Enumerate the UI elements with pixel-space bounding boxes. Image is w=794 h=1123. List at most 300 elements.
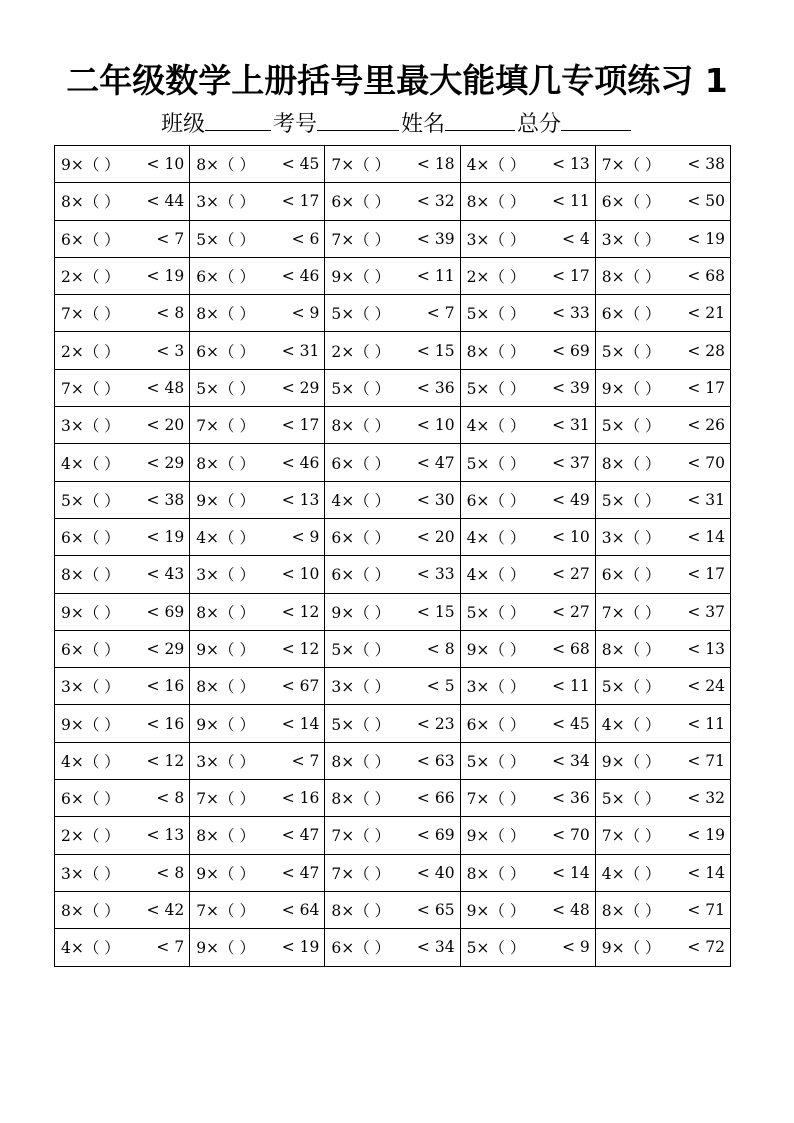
exercise-item[interactable]	[331, 787, 459, 809]
multiplication-blank: 8×（ ）	[466, 193, 526, 212]
multiplication-blank: 3×（ ）	[196, 752, 255, 771]
exercise-cell	[55, 518, 190, 555]
exercise-item[interactable]	[331, 340, 459, 362]
less-than-limit: < 32	[687, 789, 725, 808]
multiplication-blank: 6×（ ）	[466, 491, 526, 510]
exercise-item[interactable]	[196, 675, 324, 697]
exercise-item[interactable]	[602, 824, 730, 846]
less-than-limit: < 71	[687, 751, 725, 770]
multiplication-blank: 3×（ ）	[61, 417, 120, 436]
less-than-limit: < 45	[281, 155, 320, 174]
exercise-item[interactable]	[602, 265, 730, 287]
less-than-limit: < 31	[281, 341, 320, 360]
exercise-cell	[325, 705, 460, 742]
less-than-limit: < 72	[687, 938, 725, 957]
exercise-cell	[55, 295, 190, 332]
exercise-cell	[190, 407, 325, 444]
multiplication-blank: 4×（ ）	[466, 566, 526, 585]
multiplication-blank: 8×（ ）	[61, 566, 120, 585]
multiplication-blank: 5×（ ）	[601, 491, 661, 510]
class-blank[interactable]	[205, 108, 271, 131]
exercise-item[interactable]	[331, 899, 459, 921]
multiplication-blank: 7×（ ）	[61, 305, 120, 324]
exercise-item[interactable]	[467, 526, 595, 548]
multiplication-blank: 8×（ ）	[61, 902, 120, 921]
exercise-row	[55, 332, 731, 369]
exercise-item[interactable]	[61, 526, 189, 548]
less-than-limit: < 19	[687, 826, 725, 845]
exercise-item[interactable]	[61, 936, 189, 958]
multiplication-blank: 3×（ ）	[61, 678, 120, 697]
exercise-cell	[55, 146, 190, 183]
less-than-limit: < 20	[416, 528, 455, 547]
less-than-limit: < 45	[552, 714, 590, 733]
exercise-cell	[595, 854, 730, 891]
exercise-row	[55, 742, 731, 779]
less-than-limit: < 46	[281, 267, 320, 286]
exercise-cell	[55, 369, 190, 406]
exercise-cell	[460, 481, 595, 518]
exercise-row	[55, 481, 731, 518]
exercise-item[interactable]	[602, 638, 730, 660]
exercise-item[interactable]	[467, 750, 595, 772]
exercise-item[interactable]	[61, 190, 189, 212]
exercise-cell	[325, 407, 460, 444]
exercise-item[interactable]	[331, 563, 459, 585]
multiplication-blank: 6×（ ）	[601, 566, 661, 585]
exercise-item[interactable]	[331, 936, 459, 958]
multiplication-blank: 8×（ ）	[601, 268, 661, 287]
exercise-row	[55, 780, 731, 817]
multiplication-blank: 5×（ ）	[601, 342, 661, 361]
less-than-limit: < 40	[416, 863, 455, 882]
exercise-item[interactable]	[196, 302, 324, 324]
exercise-cell	[595, 705, 730, 742]
exercise-item[interactable]	[602, 713, 730, 735]
exercise-item[interactable]	[467, 675, 595, 697]
less-than-limit: < 19	[146, 267, 185, 286]
exercise-item[interactable]	[61, 265, 189, 287]
multiplication-blank: 5×（ ）	[466, 752, 526, 771]
exercise-item[interactable]	[467, 265, 595, 287]
multiplication-blank: 7×（ ）	[331, 156, 391, 175]
exercise-item[interactable]	[467, 489, 595, 511]
less-than-limit: < 26	[687, 416, 725, 435]
multiplication-blank: 8×（ ）	[61, 193, 120, 212]
exercise-cell	[190, 444, 325, 481]
exercise-cell	[325, 854, 460, 891]
exercise-item[interactable]	[196, 862, 324, 884]
exercise-item[interactable]	[602, 899, 730, 921]
exercise-item[interactable]	[196, 153, 324, 175]
exercise-item[interactable]	[196, 899, 324, 921]
exercise-cell	[595, 332, 730, 369]
less-than-limit: < 69	[146, 602, 185, 621]
exercise-item[interactable]	[331, 526, 459, 548]
name-blank[interactable]	[445, 108, 515, 131]
multiplication-blank: 2×（ ）	[331, 342, 391, 361]
multiplication-blank: 4×（ ）	[601, 715, 661, 734]
exercise-row	[55, 854, 731, 891]
multiplication-blank: 6×（ ）	[196, 342, 255, 361]
exercise-cell	[55, 817, 190, 854]
multiplication-blank: 8×（ ）	[331, 752, 391, 771]
exercise-cell	[460, 220, 595, 257]
exercise-cell	[190, 854, 325, 891]
exercise-cell	[595, 369, 730, 406]
multiplication-blank: 8×（ ）	[196, 156, 255, 175]
less-than-limit: < 13	[281, 490, 320, 509]
exercise-item[interactable]	[61, 452, 189, 474]
exercise-item[interactable]	[602, 377, 730, 399]
multiplication-blank: 5×（ ）	[466, 454, 526, 473]
exercise-item[interactable]	[602, 489, 730, 511]
exercise-item[interactable]	[196, 190, 324, 212]
exercise-cell	[325, 742, 460, 779]
multiplication-blank: 7×（ ）	[466, 790, 526, 809]
less-than-limit: < 38	[146, 490, 185, 509]
exercise-item[interactable]	[331, 601, 459, 623]
total-score-blank[interactable]	[561, 108, 631, 131]
exercise-item[interactable]	[467, 787, 595, 809]
less-than-limit: < 47	[281, 863, 320, 882]
exercise-cell	[460, 183, 595, 220]
less-than-limit: < 13	[552, 155, 590, 174]
multiplication-blank: 5×（ ）	[331, 305, 391, 324]
exercise-row	[55, 929, 731, 966]
exercise-item[interactable]	[331, 452, 459, 474]
multiplication-blank: 8×（ ）	[466, 342, 526, 361]
exercise-item[interactable]	[61, 824, 189, 846]
multiplication-blank: 3×（ ）	[601, 230, 661, 249]
exercise-row	[55, 518, 731, 555]
exercise-item[interactable]	[196, 489, 324, 511]
less-than-limit: < 48	[146, 378, 185, 397]
exercise-cell	[325, 369, 460, 406]
exercise-item[interactable]	[331, 862, 459, 884]
exercise-item[interactable]	[196, 228, 324, 250]
less-than-limit: < 32	[416, 192, 455, 211]
exercise-item[interactable]	[196, 601, 324, 623]
less-than-limit: < 8	[426, 640, 455, 658]
exercise-cell	[190, 742, 325, 779]
less-than-limit: < 19	[146, 528, 185, 547]
exercise-item[interactable]	[61, 675, 189, 697]
exercise-cell	[55, 444, 190, 481]
less-than-limit: < 15	[416, 602, 455, 621]
exercise-row	[55, 668, 731, 705]
multiplication-blank: 9×（ ）	[331, 603, 391, 622]
multiplication-blank: 6×（ ）	[466, 715, 526, 734]
exercise-item[interactable]	[467, 190, 595, 212]
exercise-grid-body	[55, 146, 731, 967]
exercise-cell	[55, 183, 190, 220]
exercise-cell	[190, 668, 325, 705]
exercise-cell	[55, 332, 190, 369]
multiplication-blank: 9×（ ）	[466, 827, 526, 846]
multiplication-blank: 4×（ ）	[466, 529, 526, 548]
exercise-item[interactable]	[331, 489, 459, 511]
less-than-limit: < 27	[552, 565, 590, 584]
multiplication-blank: 5×（ ）	[331, 715, 391, 734]
exercise-cell	[190, 891, 325, 928]
exercise-cell	[325, 817, 460, 854]
multiplication-blank: 8×（ ）	[331, 417, 391, 436]
exercise-cell	[460, 146, 595, 183]
less-than-limit: < 7	[156, 229, 185, 248]
exercise-row	[55, 630, 731, 667]
exercise-item[interactable]	[61, 228, 189, 250]
exercise-item[interactable]	[61, 601, 189, 623]
exercise-item[interactable]	[602, 862, 730, 884]
exercise-cell	[190, 556, 325, 593]
exercise-item[interactable]	[602, 153, 730, 175]
exercise-cell	[595, 891, 730, 928]
exercise-item[interactable]	[467, 899, 595, 921]
multiplication-blank: 8×（ ）	[196, 454, 255, 473]
exercise-item[interactable]	[467, 452, 595, 474]
exercise-item[interactable]	[602, 228, 730, 250]
exercise-item[interactable]	[602, 452, 730, 474]
exercise-item[interactable]	[467, 638, 595, 660]
less-than-limit: < 31	[552, 416, 590, 435]
exercise-item[interactable]	[602, 936, 730, 958]
multiplication-blank: 7×（ ）	[61, 379, 120, 398]
exercise-item[interactable]	[61, 750, 189, 772]
exercise-item[interactable]	[196, 340, 324, 362]
exercise-item[interactable]	[467, 862, 595, 884]
exercise-cell	[595, 257, 730, 294]
exercise-item[interactable]	[61, 713, 189, 735]
multiplication-blank: 9×（ ）	[196, 939, 255, 958]
exercise-item[interactable]	[61, 302, 189, 324]
exercise-item[interactable]	[196, 414, 324, 436]
exercise-cell	[595, 183, 730, 220]
exercise-item[interactable]	[196, 750, 324, 772]
exercise-item[interactable]	[467, 563, 595, 585]
exercise-item[interactable]	[467, 936, 595, 958]
multiplication-blank: 6×（ ）	[196, 268, 255, 287]
exercise-item[interactable]	[331, 824, 459, 846]
multiplication-blank: 6×（ ）	[331, 566, 391, 585]
multiplication-blank: 5×（ ）	[466, 305, 526, 324]
exercise-item[interactable]	[61, 563, 189, 585]
exercise-item[interactable]	[196, 638, 324, 660]
less-than-limit: < 19	[687, 229, 725, 248]
exercise-item[interactable]	[467, 377, 595, 399]
exercise-item[interactable]	[196, 265, 324, 287]
multiplication-blank: 7×（ ）	[331, 827, 391, 846]
multiplication-blank: 9×（ ）	[61, 156, 120, 175]
exercise-item[interactable]	[331, 265, 459, 287]
exercise-item[interactable]	[602, 526, 730, 548]
less-than-limit: < 68	[687, 267, 725, 286]
exercise-item[interactable]	[331, 153, 459, 175]
exercise-item[interactable]	[196, 713, 324, 735]
exercise-cell	[595, 780, 730, 817]
less-than-limit: < 28	[687, 341, 725, 360]
less-than-limit: < 63	[416, 751, 455, 770]
exercise-cell	[55, 407, 190, 444]
multiplication-blank: 8×（ ）	[196, 678, 255, 697]
less-than-limit: < 12	[146, 751, 185, 770]
exercise-item[interactable]	[602, 190, 730, 212]
exercise-item[interactable]	[196, 936, 324, 958]
less-than-limit: < 17	[687, 565, 725, 584]
less-than-limit: < 17	[281, 192, 320, 211]
exercise-item[interactable]	[602, 340, 730, 362]
exercise-item[interactable]	[196, 452, 324, 474]
exercise-item[interactable]	[61, 899, 189, 921]
less-than-limit: < 16	[146, 677, 185, 696]
multiplication-blank: 6×（ ）	[61, 230, 120, 249]
less-than-limit: < 21	[687, 304, 725, 323]
less-than-limit: < 9	[291, 304, 320, 323]
exercise-row	[55, 183, 731, 220]
exercise-cell	[190, 817, 325, 854]
multiplication-blank: 9×（ ）	[196, 641, 255, 659]
exercise-item[interactable]	[61, 414, 189, 436]
exercise-item[interactable]	[331, 302, 459, 324]
exercise-cell	[325, 295, 460, 332]
multiplication-blank: 7×（ ）	[601, 156, 661, 175]
multiplication-blank: 6×（ ）	[331, 193, 391, 212]
exercise-item[interactable]	[467, 340, 595, 362]
exercise-item[interactable]	[196, 377, 324, 399]
exercise-cell	[595, 929, 730, 966]
exercise-item[interactable]	[196, 824, 324, 846]
less-than-limit: < 68	[552, 640, 590, 658]
multiplication-blank: 9×（ ）	[601, 939, 661, 958]
exercise-item[interactable]	[61, 489, 189, 511]
exercise-item[interactable]	[602, 787, 730, 809]
exercise-item[interactable]	[331, 228, 459, 250]
multiplication-blank: 7×（ ）	[196, 790, 255, 809]
less-than-limit: < 9	[291, 528, 320, 547]
less-than-limit: < 14	[687, 863, 725, 882]
multiplication-blank: 3×（ ）	[61, 864, 120, 883]
less-than-limit: < 12	[281, 602, 320, 621]
less-than-limit: < 14	[552, 863, 590, 882]
multiplication-blank: 7×（ ）	[601, 603, 661, 622]
multiplication-blank: 9×（ ）	[196, 715, 255, 734]
exercise-cell	[325, 481, 460, 518]
multiplication-blank: 6×（ ）	[331, 529, 391, 548]
exercise-item[interactable]	[331, 414, 459, 436]
exercise-item[interactable]	[602, 675, 730, 697]
less-than-limit: < 8	[156, 863, 185, 882]
less-than-limit: < 13	[146, 826, 185, 845]
exercise-item[interactable]	[467, 228, 595, 250]
exercise-item[interactable]	[61, 153, 189, 175]
exercise-item[interactable]	[196, 563, 324, 585]
exercise-item[interactable]	[467, 414, 595, 436]
exercise-cell	[55, 630, 190, 667]
exercise-item[interactable]	[467, 302, 595, 324]
exercise-cell	[460, 518, 595, 555]
exam-number-label: 考号	[272, 112, 317, 137]
exercise-row	[55, 407, 731, 444]
exercise-item[interactable]	[331, 713, 459, 735]
less-than-limit: < 27	[552, 602, 590, 621]
exercise-item[interactable]	[196, 787, 324, 809]
exercise-item[interactable]	[331, 750, 459, 772]
exercise-item[interactable]	[467, 824, 595, 846]
exercise-cell	[55, 668, 190, 705]
multiplication-blank: 3×（ ）	[466, 230, 526, 249]
exercise-cell	[190, 146, 325, 183]
exercise-item[interactable]	[61, 638, 189, 660]
exercise-item[interactable]	[331, 638, 459, 660]
less-than-limit: < 31	[687, 490, 725, 509]
exercise-item[interactable]	[61, 377, 189, 399]
less-than-limit: < 18	[416, 155, 455, 174]
less-than-limit: < 13	[687, 640, 725, 658]
exercise-item[interactable]	[467, 153, 595, 175]
exercise-item[interactable]	[602, 302, 730, 324]
less-than-limit: < 17	[687, 378, 725, 397]
exercise-item[interactable]	[61, 787, 189, 809]
less-than-limit: < 65	[416, 901, 455, 920]
exercise-item[interactable]	[61, 340, 189, 362]
exercise-cell	[190, 929, 325, 966]
less-than-limit: < 34	[416, 938, 455, 957]
less-than-limit: < 29	[146, 640, 185, 658]
exercise-item[interactable]	[602, 750, 730, 772]
exercise-cell	[460, 593, 595, 630]
exercise-cell	[460, 705, 595, 742]
exercise-cell	[595, 817, 730, 854]
less-than-limit: < 47	[416, 453, 455, 472]
exercise-item[interactable]	[196, 526, 324, 548]
exercise-cell	[595, 630, 730, 667]
exercise-cell	[595, 518, 730, 555]
exercise-cell	[595, 481, 730, 518]
exercise-item[interactable]	[467, 713, 595, 735]
exercise-item[interactable]	[331, 190, 459, 212]
total-score-label: 总分	[517, 112, 562, 137]
exercise-row	[55, 295, 731, 332]
exercise-cell	[55, 742, 190, 779]
exercise-item[interactable]	[602, 601, 730, 623]
less-than-limit: < 36	[552, 789, 590, 808]
exam-number-blank[interactable]	[317, 108, 399, 131]
exercise-cell	[595, 444, 730, 481]
exercise-row	[55, 817, 731, 854]
less-than-limit: < 29	[146, 453, 185, 472]
multiplication-blank: 7×（ ）	[331, 864, 391, 883]
exercise-cell	[595, 593, 730, 630]
multiplication-blank: 7×（ ）	[331, 230, 391, 249]
multiplication-blank: 8×（ ）	[331, 902, 391, 921]
exercise-item[interactable]	[602, 563, 730, 585]
exercise-cell	[55, 854, 190, 891]
exercise-item[interactable]	[61, 862, 189, 884]
exercise-cell	[460, 929, 595, 966]
exercise-item[interactable]	[331, 675, 459, 697]
less-than-limit: < 69	[552, 341, 590, 360]
exercise-item[interactable]	[467, 601, 595, 623]
multiplication-blank: 5×（ ）	[196, 379, 255, 398]
less-than-limit: < 29	[281, 378, 320, 397]
exercise-item[interactable]	[331, 377, 459, 399]
exercise-cell	[595, 742, 730, 779]
less-than-limit: < 44	[146, 192, 185, 211]
exercise-item[interactable]	[602, 414, 730, 436]
multiplication-blank: 4×（ ）	[466, 156, 526, 175]
exercise-cell	[190, 369, 325, 406]
multiplication-blank: 4×（ ）	[61, 939, 120, 958]
